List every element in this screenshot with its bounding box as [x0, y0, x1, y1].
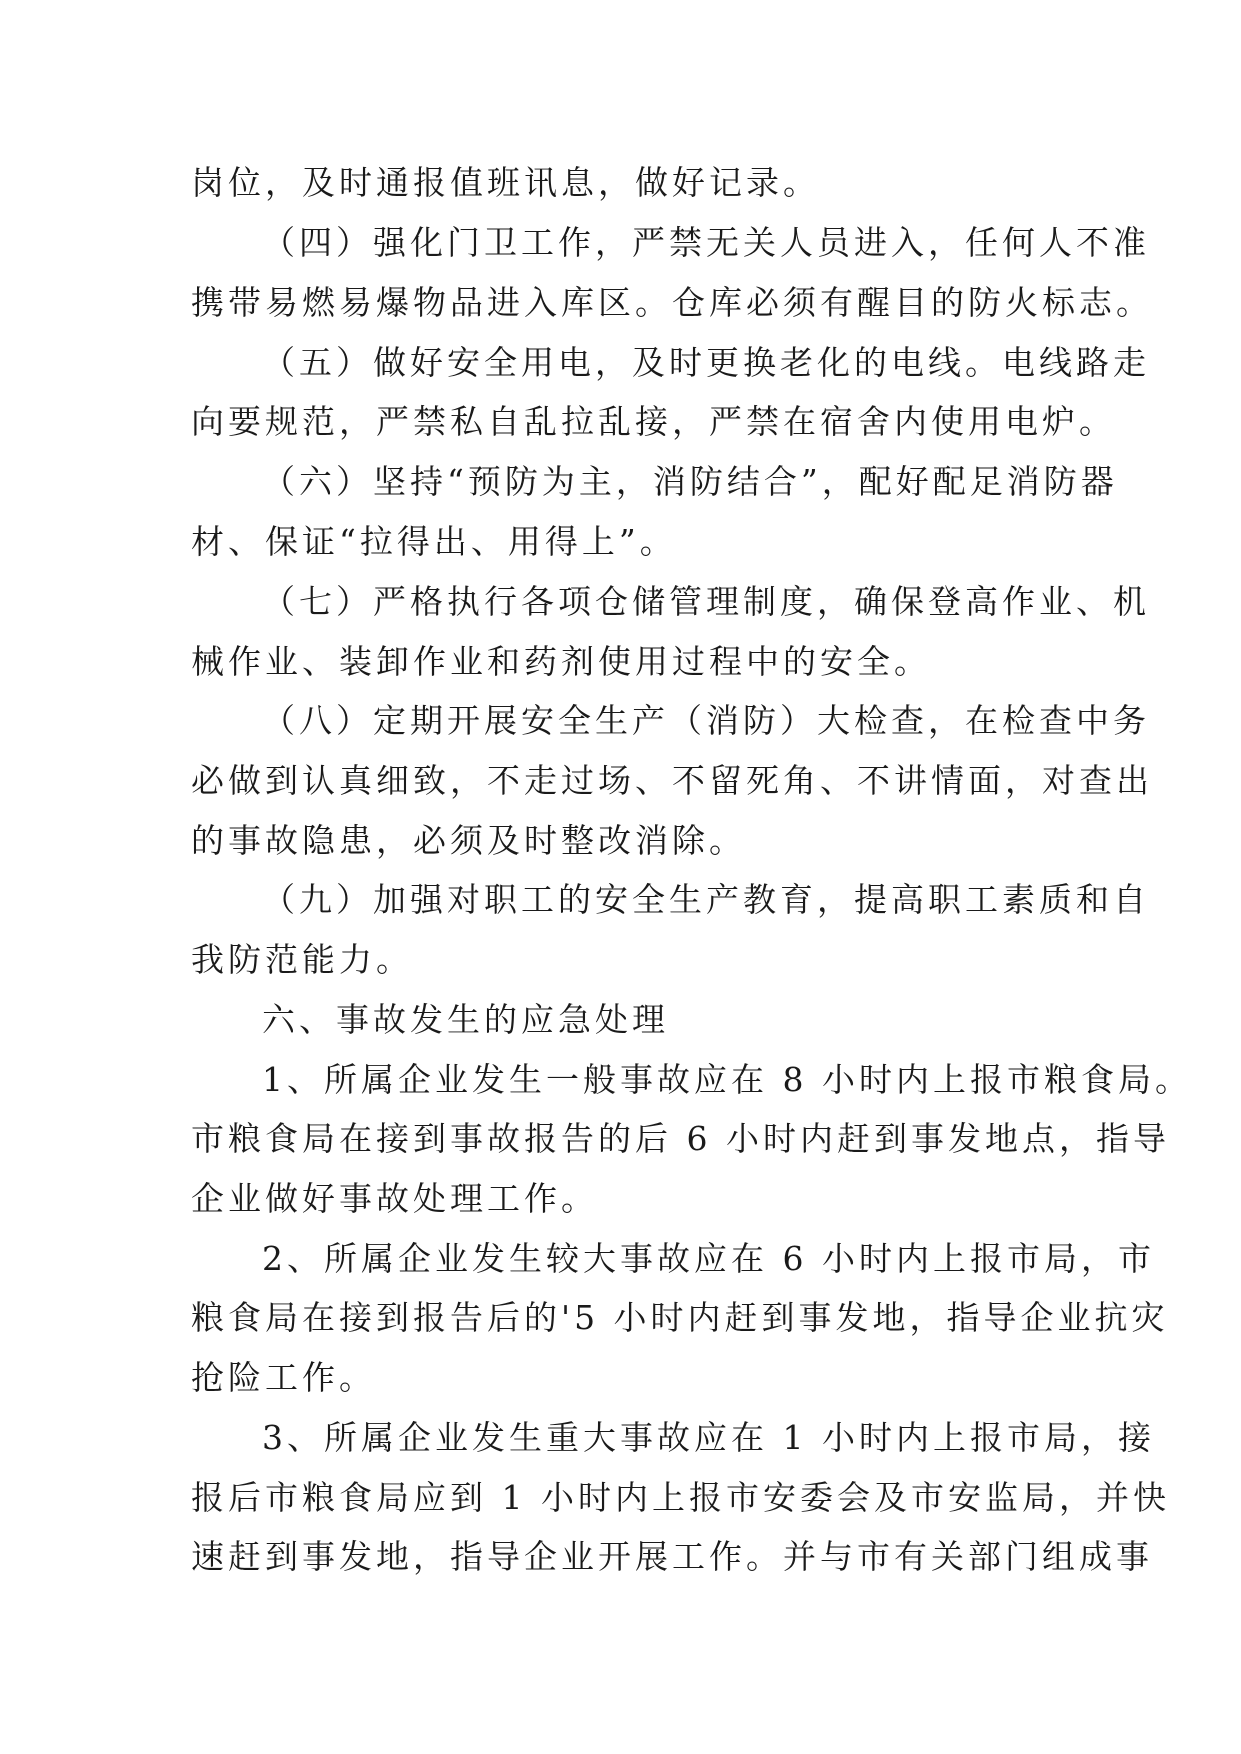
text-line: 携带易燃易爆物品进入库区。仓库必须有醒目的防火标志。	[191, 283, 1153, 322]
text-line: 粮食局在接到报告后的'5 小时内赶到事发地，指导企业抗灾	[191, 1298, 1169, 1337]
text-line: 械作业、装卸作业和药剂使用过程中的安全。	[191, 642, 931, 681]
text-line: 2、所属企业发生较大事故应在 6 小时内上报市局，市	[262, 1239, 1155, 1278]
text-line: （四）强化门卫工作，严禁无关人员进入，任何人不准	[262, 223, 1150, 262]
text-line: （八）定期开展安全生产（消防）大检查，在检查中务	[262, 701, 1150, 740]
text-line: 企业做好事故处理工作。	[191, 1179, 598, 1218]
text-line: 速赶到事发地，指导企业开展工作。并与市有关部门组成事	[191, 1537, 1153, 1576]
text-line: 我防范能力。	[191, 940, 413, 979]
text-line: 岗位，及时通报值班讯息，做好记录。	[191, 163, 820, 202]
text-line: 报后市粮食局应到 1 小时内上报市安委会及市安监局，并快	[191, 1478, 1170, 1517]
text-line: 的事故隐患，必须及时整改消除。	[191, 821, 746, 860]
text-line: （六）坚持“预防为主，消防结合”，配好配足消防器	[262, 462, 1118, 501]
text-line: 1、所属企业发生一般事故应在 8 小时内上报市粮食局。	[262, 1060, 1192, 1099]
text-line: 抢险工作。	[191, 1358, 376, 1397]
section-heading: 六、事故发生的应急处理	[262, 1000, 669, 1039]
text-line: 材、保证“拉得出、用得上”。	[191, 522, 677, 561]
text-line: （七）严格执行各项仓储管理制度，确保登高作业、机	[262, 582, 1150, 621]
text-line: （九）加强对职工的安全生产教育，提高职工素质和自	[262, 880, 1150, 919]
text-line: （五）做好安全用电，及时更换老化的电线。电线路走	[262, 343, 1150, 382]
text-line: 向要规范，严禁私自乱拉乱接，严禁在宿舍内使用电炉。	[191, 402, 1116, 441]
text-line: 市粮食局在接到事故报告的后 6 小时内赶到事发地点，指导	[191, 1119, 1170, 1158]
text-line: 3、所属企业发生重大事故应在 1 小时内上报市局，接	[262, 1418, 1155, 1457]
text-line: 必做到认真细致，不走过场、不留死角、不讲情面，对查出	[191, 761, 1153, 800]
